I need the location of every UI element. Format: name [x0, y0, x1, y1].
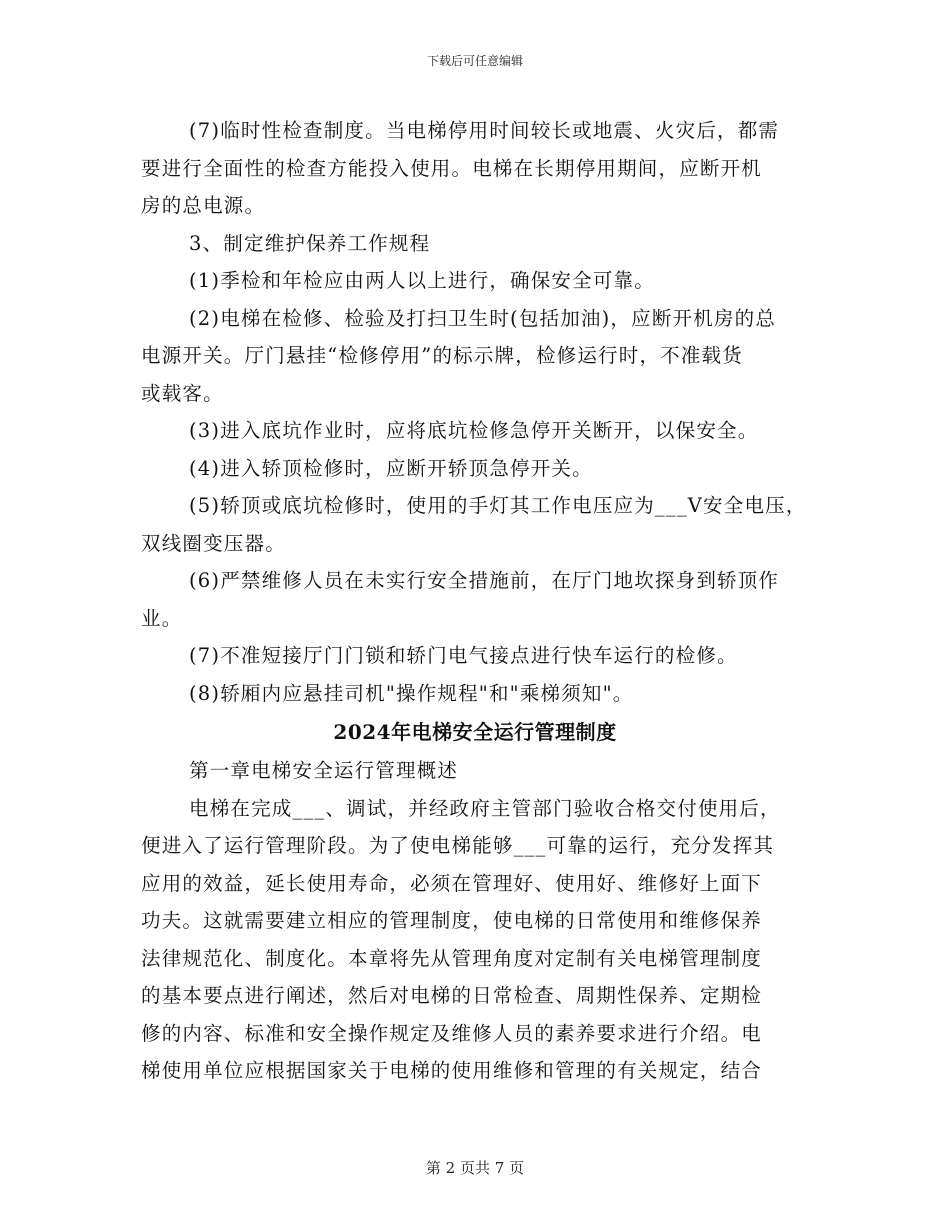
text-line: 的基本要点进行阐述，然后对电梯的日常检查、周期性保养、定期检: [141, 984, 763, 1007]
text-line: 电梯在完成___、调试，并经政府主管部门验收合格交付使用后，: [189, 796, 781, 820]
text-line: 双线圈变压器。: [141, 531, 286, 555]
text-line: 业。: [141, 606, 183, 630]
text-line: 梯使用单位应根据国家关于电梯的使用维修和管理的有关规定，结合: [141, 1059, 763, 1082]
section-heading: 3、制定维护保养工作规程: [189, 231, 431, 255]
text-line: (7)临时性检查制度。当电梯停用时间较长或地震、火灾后，都需: [189, 119, 780, 142]
text-line: (7)不准短接厅门门锁和轿门电气接点进行快车运行的检修。: [189, 644, 738, 667]
text-line: 房的总电源。: [141, 194, 266, 217]
text-line: 修的内容、标准和安全操作规定及维修人员的素养要求进行介绍。电: [141, 1021, 763, 1045]
text-line: (8)轿厢内应悬挂司机"操作规程"和"乘梯须知"。: [189, 681, 634, 705]
text-line: 或载客。: [141, 381, 224, 405]
text-line: (2)电梯在检修、检验及打扫卫生时(包括加油)，应断开机房的总: [189, 306, 777, 330]
text-line: 电源开关。厅门悬挂“检修停用”的标示牌，检修运行时，不准载货: [141, 344, 743, 367]
text-line: 应用的效益，延长使用寿命，必须在管理好、使用好、维修好上面下: [141, 871, 763, 895]
text-line: (4)进入轿顶检修时，应断开轿顶急停开关。: [189, 456, 593, 480]
text-line: (1)季检和年检应由两人以上进行，确保安全可靠。: [189, 269, 655, 292]
chapter-heading: 第一章电梯安全运行管理概述: [189, 759, 459, 782]
document-title: 2024年电梯安全运行管理制度: [333, 720, 617, 744]
document-body: [141, 112, 809, 1090]
text-line: (6)严禁维修人员在未实行安全措施前，在厅门地坎探身到轿顶作: [189, 569, 780, 592]
page-footer: 第 2 页共 7 页: [425, 1159, 525, 1177]
text-line: (5)轿顶或底坑检修时，使用的手灯其工作电压应为___V安全电压，: [189, 494, 807, 517]
page-header: 下载后可任意编辑: [426, 54, 523, 68]
text-line: 法律规范化、制度化。本章将先从管理角度对定制有关电梯管理制度: [141, 946, 763, 970]
text-line: (3)进入底坑作业时，应将底坑检修急停开关断开，以保安全。: [189, 419, 759, 442]
text-line: 要进行全面性的检查方能投入使用。电梯在长期停用期间，应断开机: [141, 156, 763, 180]
text-line: 便进入了运行管理阶段。为了使电梯能够___可靠的运行，充分发挥其: [141, 834, 775, 857]
text-line: 功夫。这就需要建立相应的管理制度，使电梯的日常使用和维修保养: [141, 909, 763, 932]
